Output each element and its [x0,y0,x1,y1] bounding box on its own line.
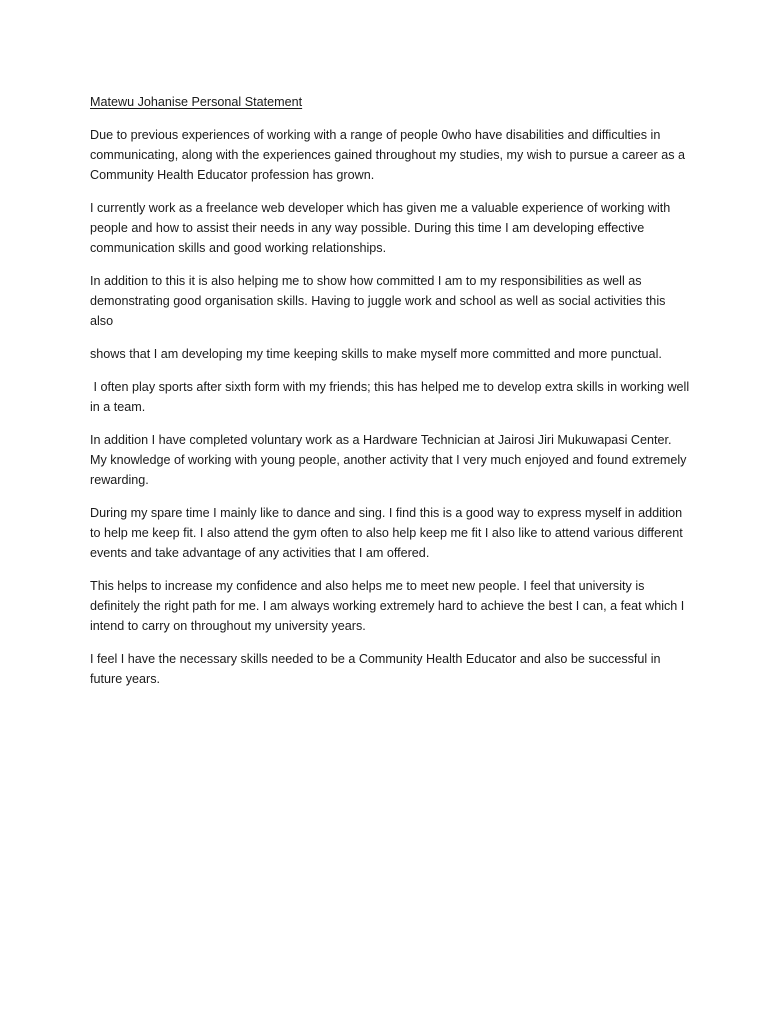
paragraph-6: In addition I have completed voluntary work as a Hardware Technician at Jairosi Jiri Mukuwapasi Center. My knowledge of working with young people, another activity that I very much enjoyed and found extremely rewarding. [90,433,690,487]
paragraph-4: shows that I am developing my time keeping skills to make myself more committed and more punctual. [90,347,662,361]
paragraph-1: Due to previous experiences of working with a range of people 0who have disabilities and difficulties in communicating, along with the experiences gained throughout my studies, my wish to pursue a career as a Community Health Educator profession has grown. [90,128,689,182]
paragraph-7: During my spare time I mainly like to dance and sing. I find this is a good way to express myself in addition to help me keep fit. I also attend the gym often to also help keep me fit I also like to attend various different events and take advantage of any activities that I am offered. [90,506,687,560]
paragraph-5: I often play sports after sixth form with my friends; this has helped me to develop extra skills in working well in a team. [90,380,693,414]
document-title: Matewu Johanise Personal Statement [90,95,303,109]
paragraph-8: This helps to increase my confidence and also helps me to meet new people. I feel that university is definitely the right path for me. I am always working extremely hard to achieve the best I can, a feat which I intend to carry on throughout my university years. [90,579,688,633]
paragraph-9: I feel I have the necessary skills needed to be a Community Health Educator and also be successful in future years. [90,652,665,686]
document-body [90,92,693,702]
paragraph-3: In addition to this it is also helping me to show how committed I am to my responsibilities as well as demonstrating good organisation skills. Having to juggle work and school as well as social activities this also [90,274,669,328]
paragraph-2: I currently work as a freelance web developer which has given me a valuable experience of working with people and how to assist their needs in any way possible. During this time I am developing effective communication skills and good working relationships. [90,201,674,255]
